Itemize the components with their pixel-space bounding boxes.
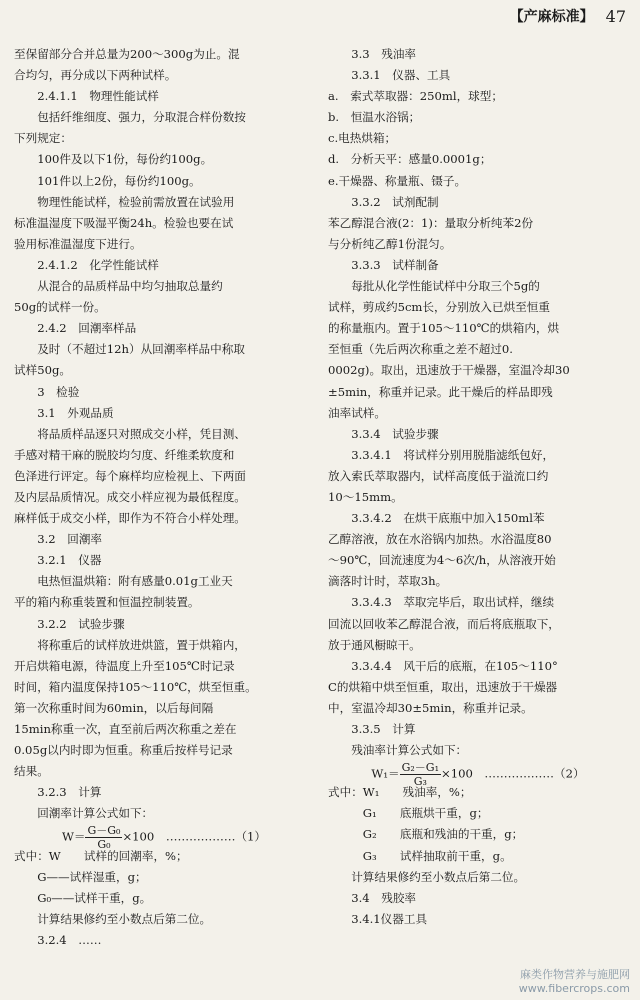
text-line: 时间，箱内温度保持105～110℃，烘至恒重。	[14, 679, 257, 694]
text-line: c.电热烘箱；	[328, 131, 397, 146]
text-line: 101件以上2份，每份约100g。	[37, 173, 201, 188]
text-line: 3 检验	[37, 384, 80, 399]
text-line: 式中：W₁ 残油率，%；	[328, 785, 472, 800]
text-line: 计算结果修约至小数点后第二位。	[37, 911, 212, 926]
text-line: 包括纤维细度、强力，分取混合样份数按	[37, 110, 246, 125]
text-line: 物理性能试样，检验前需放置在试验用	[37, 194, 235, 209]
text-line: 下列规定：	[14, 131, 72, 146]
text-line: e.干燥器、称量瓶、镊子。	[328, 173, 467, 188]
text-line: 色泽进行评定。每个麻样均应检视上、下两面	[14, 468, 246, 483]
text-line: 滴落时计时，萃取3h。	[328, 574, 448, 589]
text-line: 3.3.4.1 将试样分别用脱脂滤纸包好，	[351, 447, 555, 462]
text-line: G——试样湿重，g；	[37, 869, 147, 884]
text-line: 油率试样。	[328, 405, 386, 420]
page-header	[510, 6, 626, 26]
text-line: 100件及以下1份，每份约100g。	[37, 152, 213, 167]
text-line: 3.3 残油率	[351, 47, 417, 61]
text-line: 苯乙醇混合液(2：1)：量取分析纯苯2份	[328, 215, 534, 230]
watermark-line-2: www.fibercrops.com	[518, 982, 630, 995]
text-line: 3.3.1 仪器、工具	[351, 68, 451, 83]
text-line: 回流以回收苯乙醇混合液，而后将底瓶取下，	[328, 616, 560, 631]
text-line: 试样50g。	[14, 363, 71, 378]
text-line: 0002g)。取出，迅速放于干燥器，室温冷却30	[328, 363, 570, 378]
formula-2-rhs: ×100 ………………（2）	[441, 766, 585, 781]
formula-1	[14, 824, 314, 852]
left-column	[14, 44, 314, 951]
text-line: 回潮率计算公式如下：	[37, 806, 154, 821]
text-line: 开启烘箱电源，待温度上升至105℃时记录	[14, 658, 235, 673]
text-line: 3.2.3 计算	[37, 785, 102, 800]
text-line: 将称重后的试样放进烘篮，置于烘箱内，	[37, 637, 246, 652]
text-line: a. 索式萃取器：250ml，球型；	[328, 89, 503, 104]
text-line: 3.4.1仪器工具	[351, 911, 428, 926]
text-line: 麻样低于成交小样，即作为不符合小样处理。	[14, 511, 246, 526]
text-line: b. 恒温水浴锅；	[328, 110, 421, 125]
text-line: 放入索氏萃取器内，试样高度低于溢流口约	[328, 468, 549, 483]
formula-1-denominator: G₀	[97, 838, 111, 852]
text-line: ±5min，称重并记录。此干燥后的样品即残	[328, 384, 553, 399]
text-line: C的烘箱中烘至恒重，取出，迅速放于干燥器	[328, 679, 558, 694]
formula-2	[328, 761, 628, 789]
text-line: G₃ 试样抽取前干重，g。	[362, 848, 512, 863]
formula-1-numerator: G－G₀	[87, 824, 121, 838]
formula-1-lhs: W＝	[61, 829, 86, 844]
text-line: 合均匀，再分成以下两种试样。	[14, 68, 177, 83]
text-line: 从混合的品质样品中均匀抽取总量约	[37, 279, 223, 294]
text-line: 至恒重（先后两次称重之差不超过0.	[328, 342, 513, 357]
text-line: 及时（不超过12h）从回潮率样品中称取	[37, 342, 245, 357]
text-line: 与分析纯乙醇1份混匀。	[328, 236, 452, 251]
text-line: 手感对精干麻的脱胶均匀度、纤维柔软度和	[14, 447, 235, 462]
text-line: 第一次称重时间为60min，以后每间隔	[14, 700, 214, 715]
text-line: 3.3.4 试验步骤	[351, 426, 439, 441]
page-number: 47	[605, 6, 626, 26]
text-line: 每批从化学性能试样中分取三个5g的	[351, 279, 540, 294]
text-line: 式中：W 试样的回潮率，%；	[14, 848, 188, 863]
watermark	[519, 968, 630, 996]
text-line: 试样，剪成约5cm长，分别放入已烘至恒重	[328, 300, 550, 315]
text-line: 0.05g以内时即为恒重。称重后按样号记录	[14, 743, 233, 758]
text-line: 中，室温冷却30±5min，称重并记录。	[328, 700, 533, 715]
text-line: 3.2 回潮率	[37, 532, 103, 547]
text-line: 及内层品质情况。成交小样应视为最低程度。	[14, 489, 246, 504]
text-line: 计算结果修约至小数点后第二位。	[351, 869, 526, 884]
text-line: 3.4 残胶率	[351, 890, 417, 905]
right-column	[328, 44, 628, 930]
watermark-line-1: 麻类作物营养与施肥网	[520, 968, 630, 981]
text-line: G₀——试样干重，g。	[37, 890, 152, 905]
text-line: 残油率计算公式如下：	[351, 743, 468, 758]
text-line: 10～15mm。	[328, 489, 403, 504]
text-line: 3.1 外观品质	[37, 405, 114, 420]
text-line: 2.4.1.1 物理性能试样	[37, 89, 159, 104]
text-line: 3.2.2 试验步骤	[37, 616, 125, 631]
journal-name: 【产麻标准】	[509, 9, 594, 25]
text-line: 电热恒温烘箱：附有感量0.01g工业天	[37, 574, 233, 589]
text-line: 3.2.4 ……	[37, 932, 102, 947]
text-line: 50g的试样一份。	[14, 300, 106, 315]
text-line: 15min称重一次，直至前后两次称重之差在	[14, 722, 237, 736]
text-line: 标准温湿度下吸湿平衡24h。检验也要在试	[14, 215, 234, 230]
text-line: G₂ 底瓶和残油的干重，g；	[362, 827, 524, 842]
formula-2-numerator: G₂－G₁	[401, 761, 439, 775]
text-line: 至保留部分合并总量为200～300g为止。混	[14, 47, 240, 61]
text-line: 3.2.1 仪器	[37, 553, 102, 568]
text-line: 将品质样品逐只对照成交小样，凭目测、	[37, 426, 246, 441]
text-line: G₁ 底瓶烘干重，g；	[362, 806, 489, 821]
text-line: ～90℃，回流速度为4～6次/h，从溶液开始	[328, 553, 556, 568]
text-line: 结果。	[14, 764, 49, 779]
text-line: 2.4.1.2 化学性能试样	[37, 257, 159, 272]
text-line: 3.3.4.3 萃取完毕后，取出试样，继续	[351, 595, 555, 610]
text-line: 2.4.2 回潮率样品	[37, 321, 137, 336]
text-line: 3.3.5 计算	[351, 722, 416, 736]
text-line: 放于通风橱晾干。	[328, 637, 421, 652]
formula-2-lhs: W₁＝	[371, 766, 400, 781]
text-line: 验用标准温湿度下进行。	[14, 236, 142, 251]
text-line: 乙醇溶液，放在水浴锅内加热。水浴温度80	[328, 532, 552, 547]
text-line: d. 分析天平：感量0.0001g；	[328, 152, 492, 167]
text-line: 3.3.4.4 风干后的底瓶，在105～110°	[351, 658, 558, 673]
text-line: 平的箱内称重装置和恒温控制装置。	[14, 595, 200, 610]
text-line: 的称量瓶内。置于105～110℃的烘箱内，烘	[328, 321, 560, 336]
text-line: 3.3.2 试剂配制	[351, 194, 439, 209]
text-line: 3.3.3 试样制备	[351, 257, 439, 272]
formula-2-denominator: G₃	[413, 775, 427, 789]
text-line: 3.3.4.2 在烘干底瓶中加入150ml苯	[351, 511, 545, 526]
formula-1-rhs: ×100 ………………（1）	[122, 829, 267, 844]
